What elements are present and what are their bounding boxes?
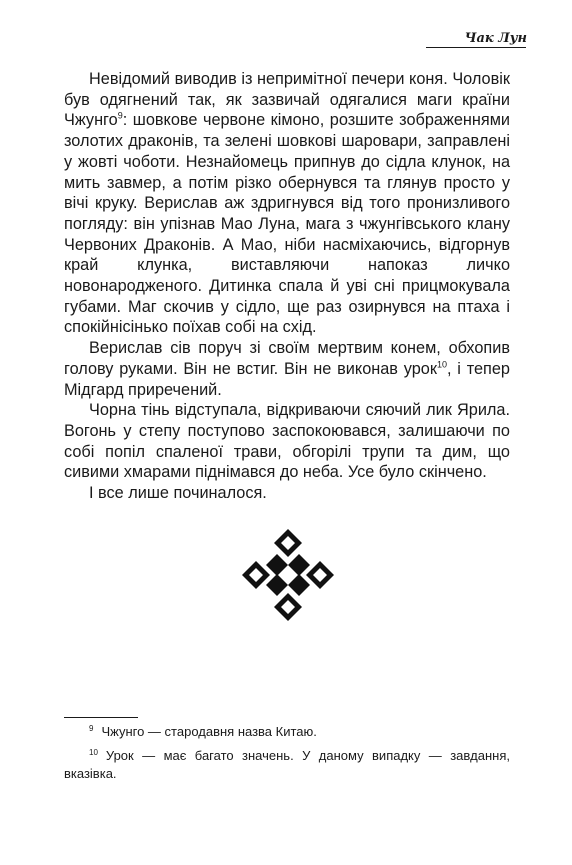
running-head: Чак Лун	[464, 31, 527, 46]
footnote-number: 10	[89, 747, 98, 757]
footnote-9	[64, 723, 510, 741]
paragraph-3-text: Чорна тінь відступала, відкриваючи сяючий лик Ярила. Вогонь у степу поступово заспокоювався, залишаючи по собі попіл спаленої трави, обгорілі трупи та дим, що сивими хмарами піднімався до неба. Усе було скінчено.	[64, 401, 510, 482]
paragraph-2-tail: , і тепер Мідгард приречений.	[64, 359, 510, 399]
footnote-text: Чжунго — стародавня назва Китаю.	[101, 724, 317, 739]
paragraph-1	[64, 69, 510, 338]
footnote-text: Урок — має багато значень. У даному випадку — завдання, вказівка.	[64, 748, 510, 781]
paragraph-1-text: Невідомий виводив із непримітної печери коня. Чоловік був одягнений так, як зазвичай одягалися маги країни Чжунго	[64, 70, 510, 130]
running-head-rule	[426, 47, 526, 48]
body-text	[64, 69, 510, 504]
footnote-ref-10: 10	[436, 359, 447, 370]
paragraph-2-text: Верислав сів поруч зі своїм мертвим конем, обхопив голову руками. Він не встиг. Він не виконав урок	[64, 339, 510, 378]
footnotes	[64, 723, 510, 789]
paragraph-1-tail: : шовкове червоне кімоно, розшите зображеннями золотих драконів, та зелені шовкові шаровари, заправлені у жовті чоботи. Незнайомець припнув до сідла клунок, на мить завмер, а потім різко обернувся та глянув просто у вічі круку. Верислав аж здригнувся від того пронизливого погляду: він упізнав Мао Луна, мага з чжунгівського клану Червоних Драконів. А Мао, ніби насміхаючись, відгорнув край клунка, виставляючи напоказ личко новонародженого. Дитинка спала й уві сні прицмокувала губами. Маг скочив у сідло, ще раз озирнувся на птаха і спокійнісінько поїхав собі на схід.	[64, 111, 510, 337]
footnote-number: 9	[89, 723, 94, 733]
footnote-10	[64, 747, 510, 783]
paragraph-3	[64, 400, 510, 483]
paragraph-4	[64, 483, 510, 504]
diamond-knot-ornament-icon	[238, 525, 338, 625]
footnote-ref-9: 9	[117, 110, 123, 121]
paragraph-2	[64, 338, 510, 400]
paragraph-4-text: І все лише починалося.	[89, 484, 267, 503]
footnote-rule	[64, 717, 138, 718]
